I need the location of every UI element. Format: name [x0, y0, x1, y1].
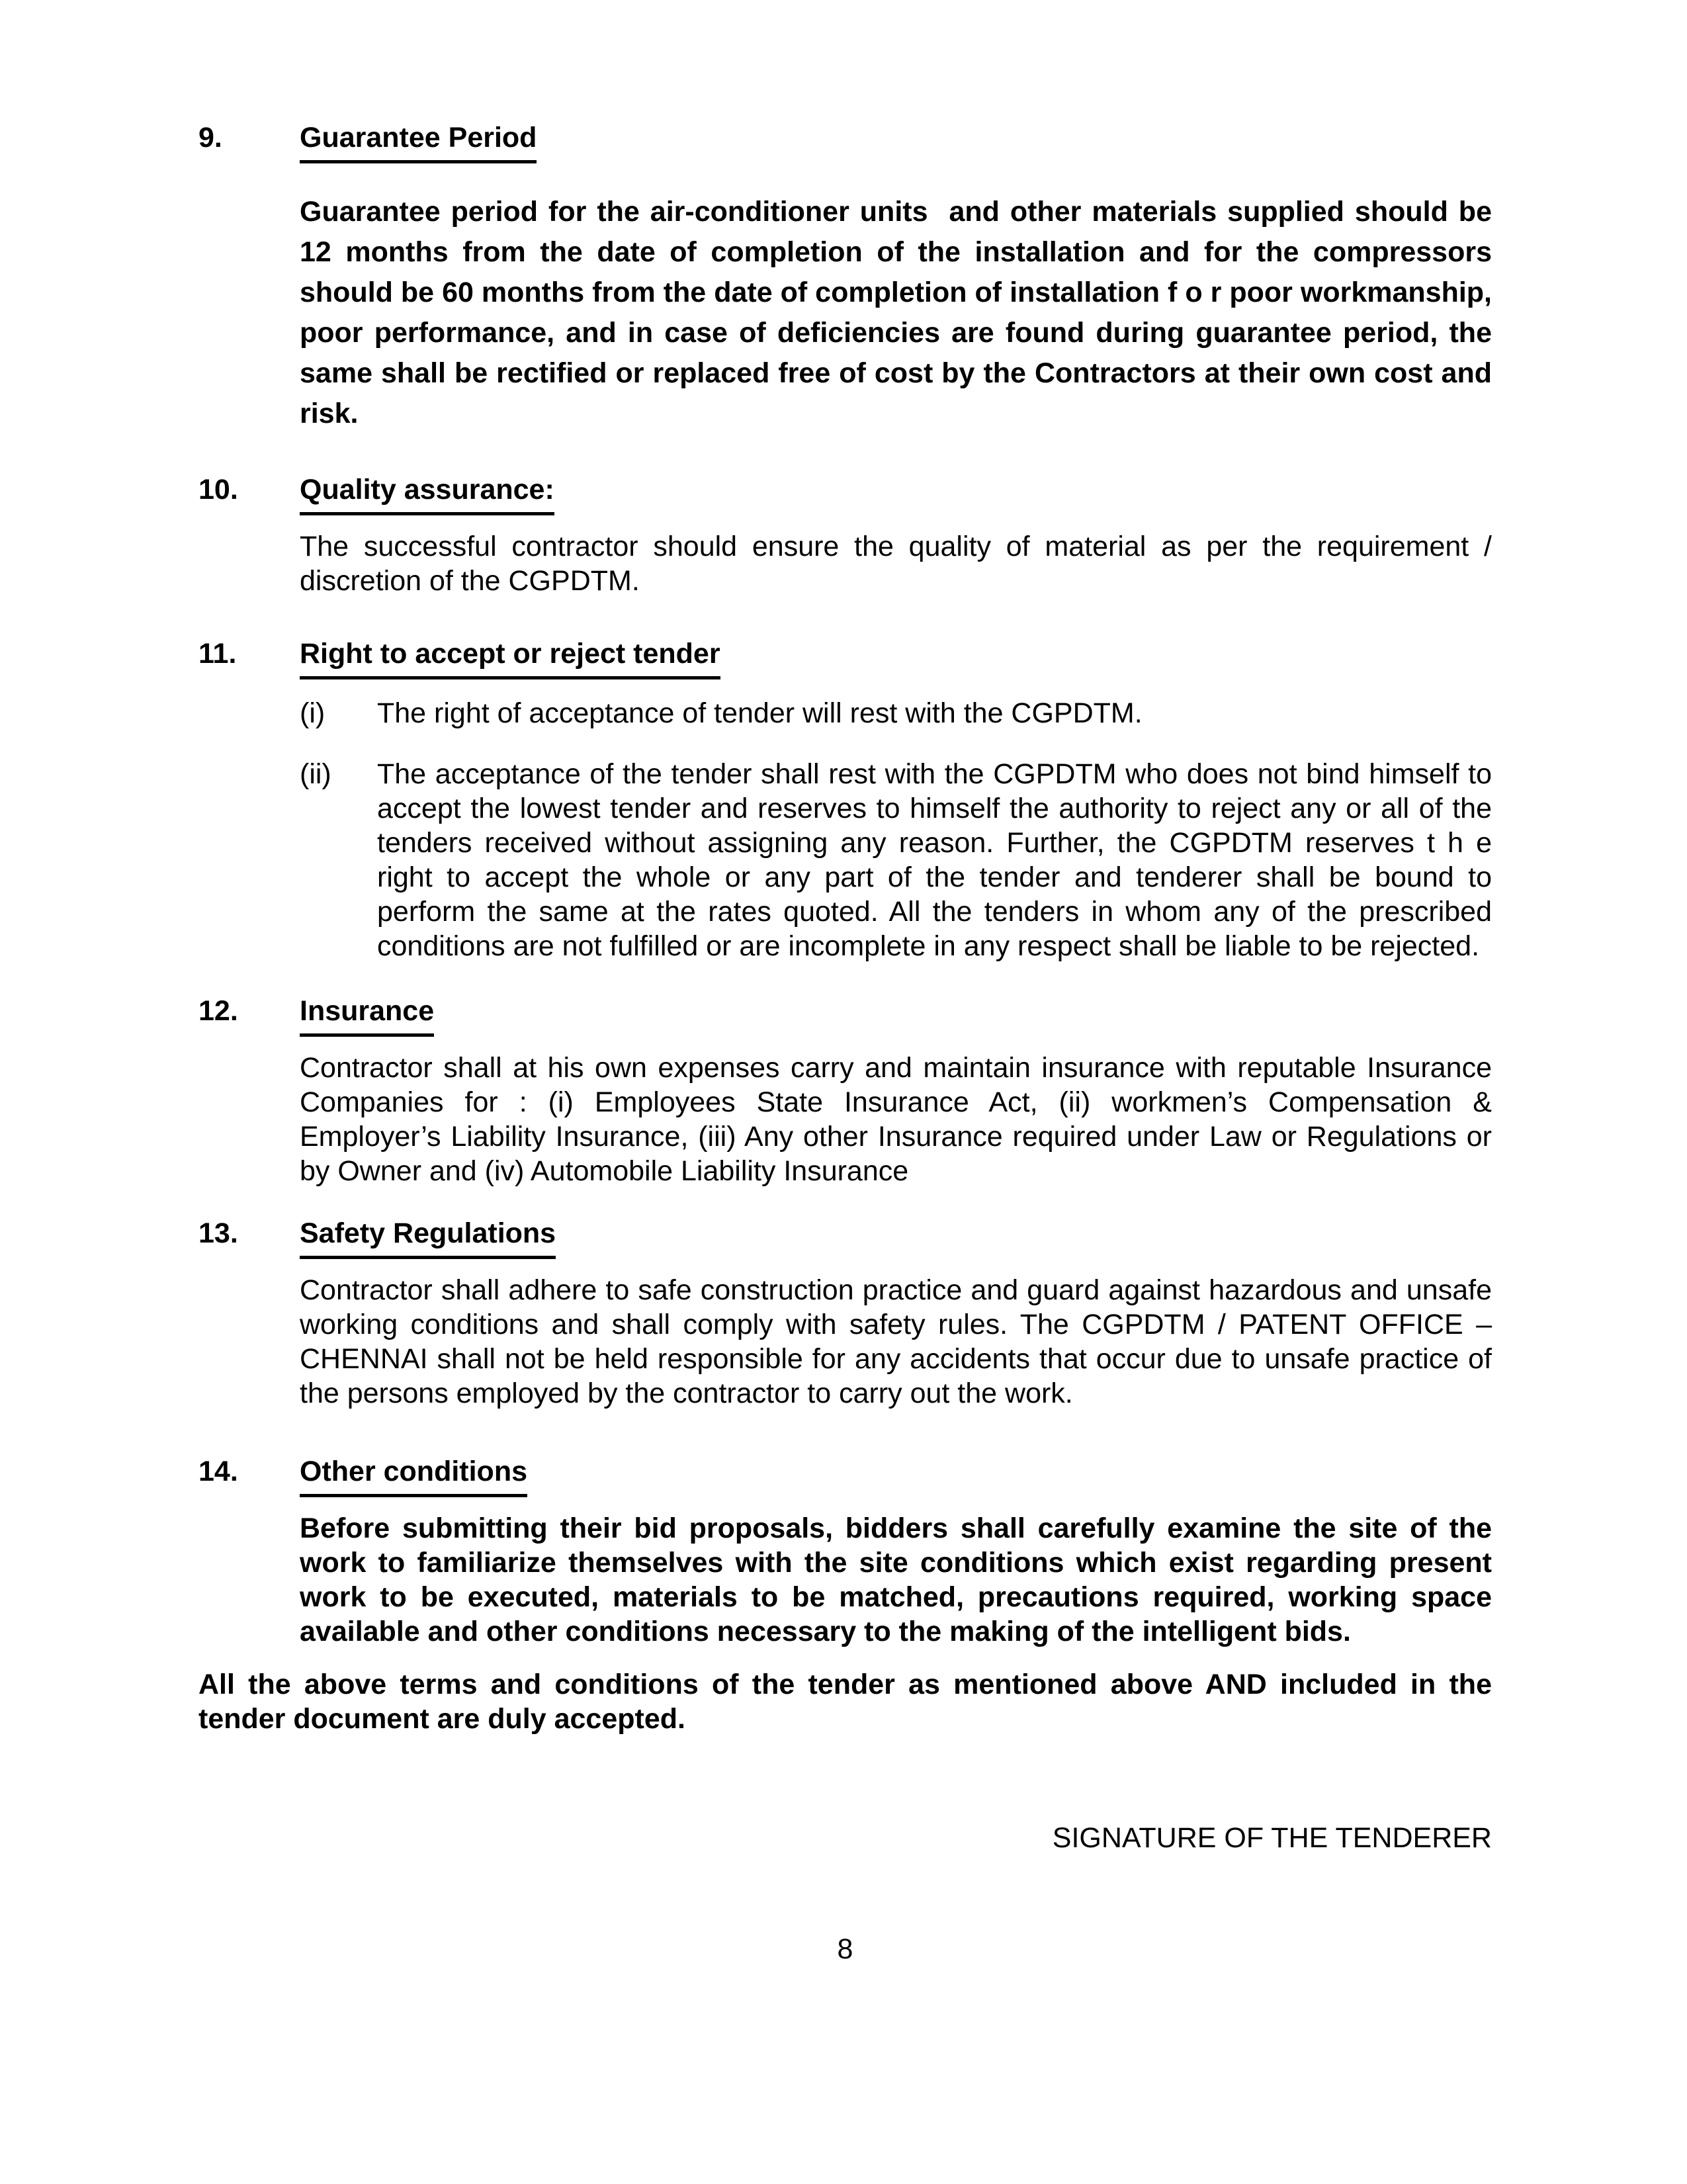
list-item-text: The right of acceptance of tender will rest with the CGPDTM.: [377, 697, 1143, 729]
list-item-marker: (ii): [300, 758, 331, 790]
section-title: Right to accept or reject tender: [300, 635, 720, 679]
indent-gutter: [198, 1051, 300, 1188]
section-title: Safety Regulations: [300, 1215, 556, 1259]
paragraph: Contractor shall adhere to safe construction practice and guard against hazardous and unsafe working conditions and shall comply with safety rules. The CGPDTM / PATENT OFFICE – CHENNAI shall not be held responsible for any accidents that occur due to unsafe practice of the persons employed by the contractor to carry out the work.: [300, 1274, 1500, 1409]
paragraph: Contractor shall at his own expenses carry and maintain insurance with reputable Insurance Companies for : (i) Employees State Insurance Act, (ii) workmen’s Compensation & Employer’s Liability Insurance, (iii) Any other Insurance required under Law or Regulations or by Owner and (iv) Automobile Liability Insurance: [300, 1052, 1500, 1187]
section-13-heading: [198, 1215, 1492, 1260]
section-title: Guarantee Period: [300, 119, 537, 163]
indent-gutter: [198, 529, 300, 598]
section-title: Insurance: [300, 992, 434, 1037]
section-title: Quality assurance:: [300, 471, 554, 515]
section-12-heading: [198, 992, 1492, 1037]
indent-gutter: [198, 757, 300, 963]
section-number: 12.: [198, 995, 238, 1027]
section-9-body: [198, 192, 1500, 434]
section-14-body: [198, 1511, 1500, 1649]
section-number: 13.: [198, 1217, 238, 1249]
list-item: [198, 757, 1500, 963]
section-11-heading: [198, 635, 1492, 680]
list-item-marker: (i): [300, 697, 325, 729]
section-number: 9.: [198, 122, 222, 153]
section-10-heading: [198, 471, 1492, 516]
page-number: 8: [837, 1933, 853, 1965]
section-number: 14.: [198, 1456, 238, 1487]
paragraph: The successful contractor should ensure the quality of material as per the requirement / discretion of the CGPDTM.: [300, 531, 1500, 597]
section-9-heading: [198, 119, 1492, 164]
indent-gutter: [198, 1511, 300, 1649]
section-13-body: [198, 1273, 1500, 1411]
indent-gutter: [198, 696, 300, 730]
section-14-heading: [198, 1453, 1492, 1498]
section-10-body: [198, 529, 1500, 598]
section-number: 11.: [198, 638, 237, 670]
indent-gutter: [198, 1273, 300, 1411]
list-item: [198, 696, 1492, 730]
closing-paragraph: All the above terms and conditions of the tender as mentioned above AND included in the tender document are duly accepted.: [198, 1669, 1500, 1735]
list-item-text: The acceptance of the tender shall rest with the CGPDTM who does not bind himself to accept the lowest tender and reserves to himself the authority to reject any or all of the tenders received without assigning any reason. Further, the CGPDTM reserves t h e right to accept the whole or any part of the tender and tenderer shall be bound to perform the same at the rates quoted. All the tenders in whom any of the prescribed conditions are not fulfilled or are incomplete in any respect shall be liable to be rejected.: [377, 758, 1500, 962]
section-number: 10.: [198, 474, 238, 505]
signature-line: SIGNATURE OF THE TENDERER: [1052, 1822, 1492, 1854]
paragraph: Guarantee period for the air-conditioner units and other materials supplied should be 12 months from the date of completion of the installation and for the compressors should be 60 months from the date of completion of installation f o r poor workmanship, poor performance, and in case of deficiencies are found during guarantee period, the same shall be rectified or replaced free of cost by the Contractors at their own cost and risk.: [300, 196, 1500, 429]
section-title: Other conditions: [300, 1453, 527, 1497]
paragraph: Before submitting their bid proposals, bidders shall carefully examine the site of the work to familiarize themselves with the site conditions which exist regarding present work to be executed, materials to be matched, precautions required, working space available and other conditions necessary to the making of the intelligent bids.: [300, 1512, 1500, 1647]
section-12-body: [198, 1051, 1500, 1188]
indent-gutter: [198, 192, 300, 434]
